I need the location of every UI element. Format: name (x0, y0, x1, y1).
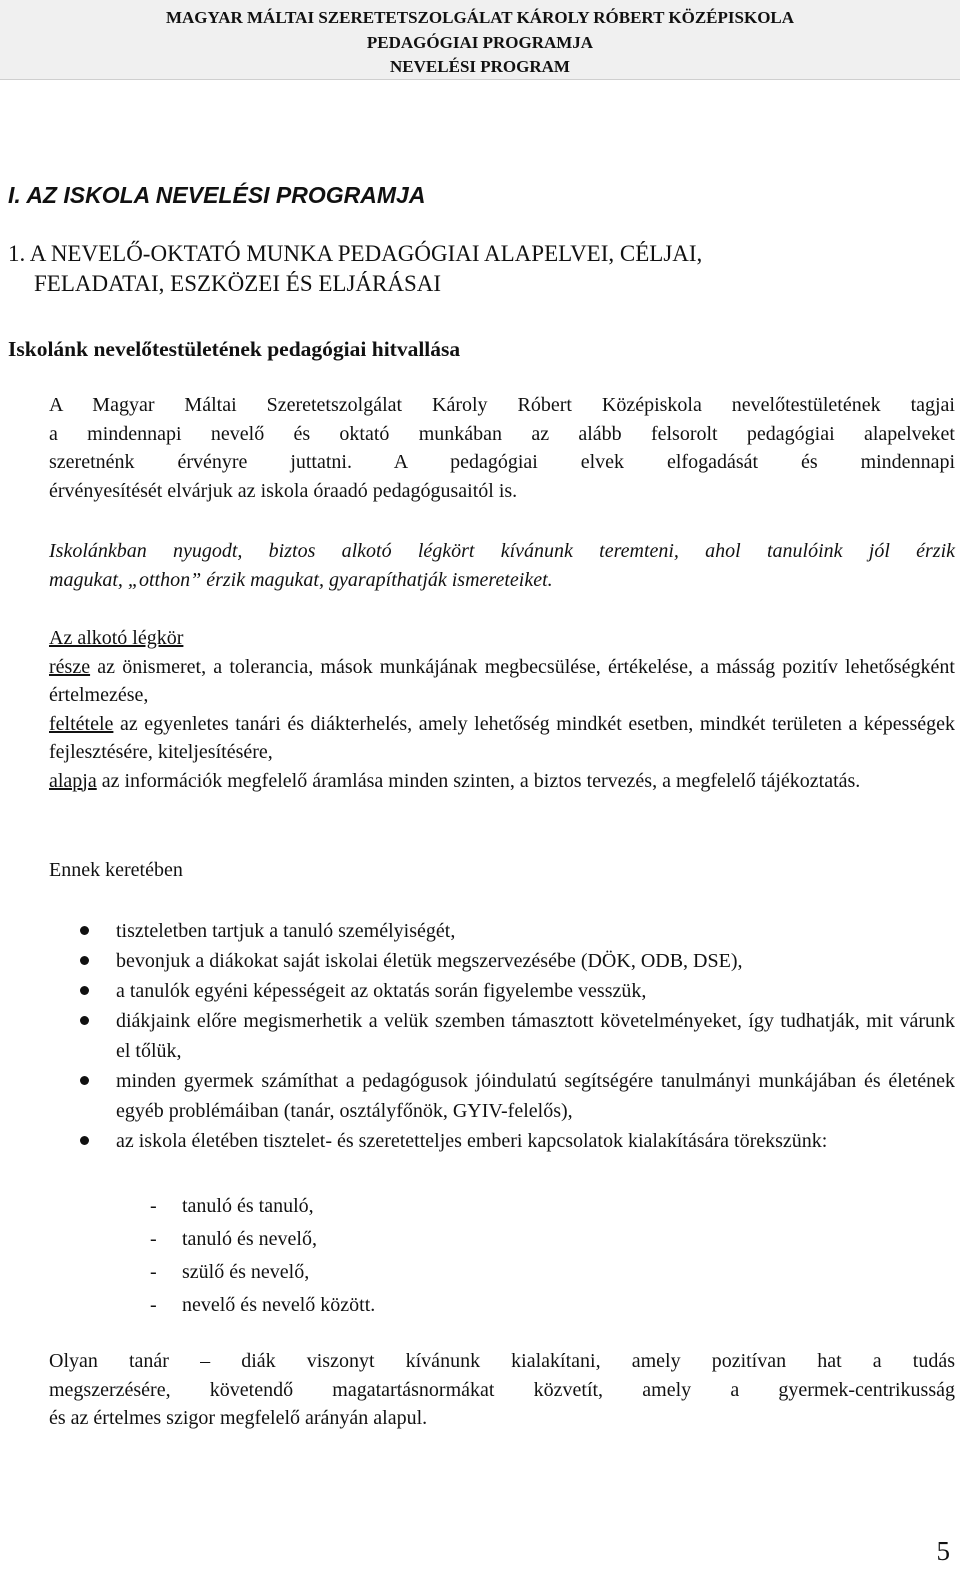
climate-basis-text: az információk megfelelő áramlása minden szinten, a biztos tervezés, a megfelelő tájékoztatás. (96, 769, 861, 792)
bullet-dot-icon (80, 1136, 89, 1145)
intro-line: a mindennapi nevelő és oktató munkában az alább felsorolt pedagógiai alapelveket (49, 422, 955, 445)
climate-basis-paragraph (49, 767, 955, 796)
climate-condition-label: feltétele (49, 712, 114, 735)
bullet-dot-icon (80, 986, 89, 995)
intro-line: érvényesítését elvárjuk az iskola óraadó pedagógusaitól is. (49, 479, 518, 502)
closing-line: és az értelmes szigor megfelelő arányán alapul. (49, 1407, 428, 1429)
closing-line: Olyan tanár – diák viszonyt kívánunk kialakítani, amely pozitívan hat a tudás (49, 1350, 955, 1372)
italic-line: magukat, „otthon” érzik magukat, gyarapíthatják ismereteiket. (49, 568, 553, 591)
italic-paragraph (49, 537, 955, 594)
section-title-line2: FELADATAI, ESZKÖZEI ÉS ELJÁRÁSAI (34, 270, 442, 296)
credo-heading: Iskolánk nevelőtestületének pedagógiai hitvallása (8, 337, 461, 361)
bullet-dot-icon (80, 956, 89, 965)
section-title (8, 239, 908, 298)
list-item: diákjaink előre megismerhetik a velük szemben támasztott követelményeket, így tudhatják, mit várunk el tőlük, (0, 1006, 960, 1066)
climate-basis-label: alapja (49, 769, 97, 792)
climate-part-paragraph (49, 653, 955, 710)
list-item: - tanuló és tanuló, (0, 1190, 375, 1223)
dash-marker: - (150, 1228, 157, 1250)
header-line-program: PEDAGÓGIAI PROGRAMJA (366, 32, 594, 52)
framework-intro: Ennek keretében (49, 859, 183, 881)
list-item: a tanulók egyéni képességeit az oktatás során figyelembe vesszük, (0, 976, 960, 1006)
climate-part-label: része (49, 655, 91, 678)
list-item: bevonjuk a diákokat saját iskolai életük megszervezésébe (DÖK, ODB, DSE), (0, 946, 960, 976)
list-item: minden gyermek számíthat a pedagógusok jóindulatú segítségére tanulmányi munkájában és életének egyéb problémáiban (tanár, osztályfőnök, GYIV-felelős), (0, 1066, 960, 1126)
climate-part-text: az önismeret, a tolerancia, mások munkájának megbecsülése, értékelése, a másság pozitív lehetőségként értelmezése, (49, 655, 955, 706)
closing-paragraph (49, 1347, 955, 1433)
section-title-line1: 1. A NEVELŐ-OKTATÓ MUNKA PEDAGÓGIAI ALAPELVEI, CÉLJAI, (8, 241, 703, 266)
climate-condition-text: az egyenletes tanári és diákterhelés, amely lehetőség mindkét esetben, mindkét területen a képességek fejlesztésére, kiteljesítésére, (49, 712, 955, 763)
list-item: - tanuló és nevelő, (0, 1223, 375, 1256)
dash-marker: - (150, 1261, 157, 1283)
bullet-dot-icon (80, 1016, 89, 1025)
list-item: - szülő és nevelő, (0, 1256, 375, 1289)
intro-line: szeretnénk érvényre juttatni. A pedagógiai elvek elfogadását és mindennapi (49, 451, 955, 473)
dash-marker: - (150, 1294, 157, 1316)
intro-line: A Magyar Máltai Szeretetszolgálat Károly Róbert Középiskola nevelőtestületének tagjai (49, 394, 955, 416)
dash-marker: - (150, 1195, 157, 1217)
principles-list (0, 916, 960, 1156)
relations-list (0, 1190, 375, 1322)
creative-climate-heading: Az alkotó légkör (49, 627, 184, 649)
climate-condition-paragraph (49, 710, 955, 767)
chapter-title: I. AZ ISKOLA NEVELÉSI PROGRAMJA (8, 182, 426, 208)
list-item: tiszteletben tartjuk a tanuló személyiségét, (0, 916, 960, 946)
bullet-dot-icon (80, 926, 89, 935)
list-item: az iskola életében tisztelet- és szeretetteljes emberi kapcsolatok kialakítására törekszünk: (0, 1126, 960, 1156)
header-line-school: MAGYAR MÁLTAI SZERETETSZOLGÁLAT KÁROLY RÓBERT KÖZÉPISKOLA (165, 8, 795, 27)
list-item: - nevelő és nevelő között. (0, 1289, 375, 1322)
closing-line: megszerzésére, követendő magatartásnormákat közvetít, amely a gyermek-centrikusság (49, 1378, 955, 1401)
italic-line: Iskolánkban nyugodt, biztos alkotó légkört kívánunk teremteni, ahol tanulóink jól érzik (49, 540, 955, 562)
creative-climate-section (49, 624, 955, 795)
bullet-dot-icon (80, 1076, 89, 1085)
header-line-section: NEVELÉSI PROGRAM (390, 57, 570, 76)
running-header (0, 0, 960, 80)
page-number: 5 (936, 1536, 950, 1566)
intro-paragraph (49, 391, 955, 505)
